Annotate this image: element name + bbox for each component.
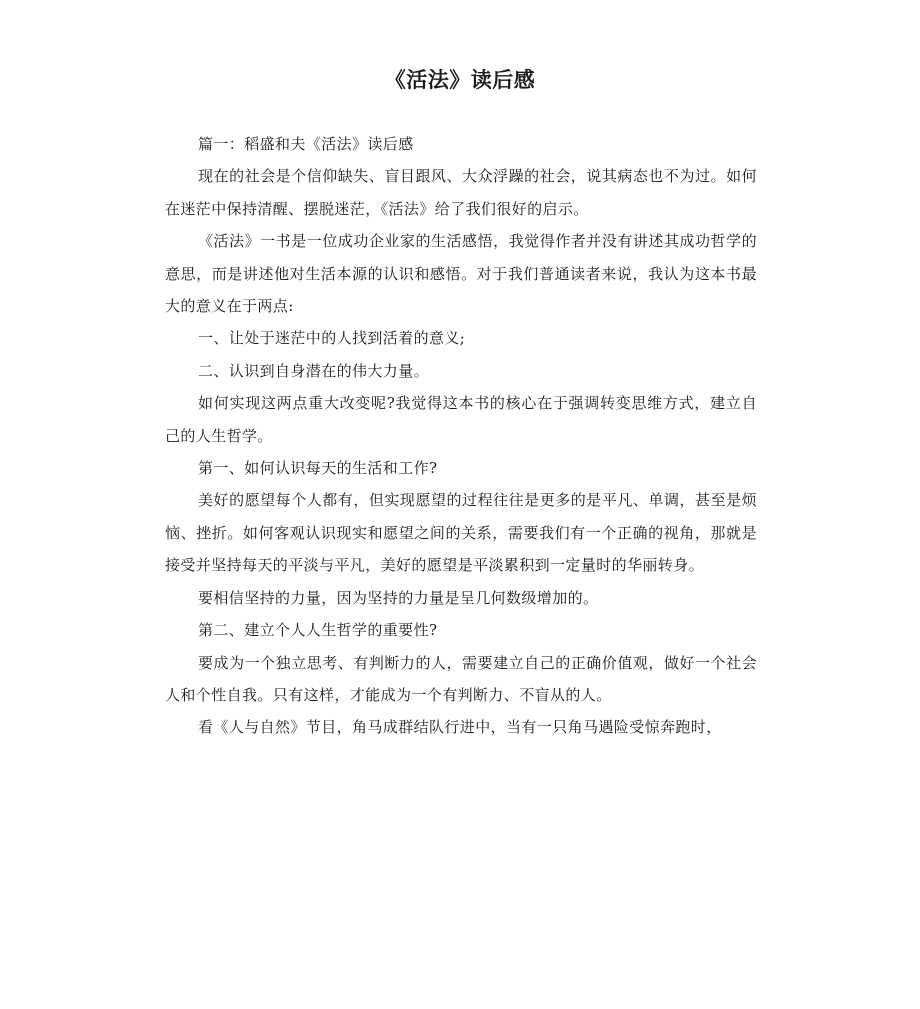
paragraph: 看《人与自然》节目，角马成群结队行进中，当有一只角马遇险受惊奔跑时， — [198, 718, 722, 737]
paragraph: 《活法》一书是一位成功企业家的生活感悟，我觉得作者并没有讲述其成功哲学的意思，而是讲述他对生活本源的认识和感悟。对于我们普通读者来说，我认为这本书最大的意义在于两点: — [165, 232, 757, 316]
paragraph: 要相信坚持的力量，因为坚持的力量是呈几何数级增加的。 — [198, 588, 599, 607]
paragraph: 要成为一个独立思考、有判断力的人，需要建立自己的正确价值观，做好一个社会人和个性自我。只有这样，才能成为一个有判断力、不盲从的人。 — [165, 653, 757, 704]
paragraph: 二、认识到自身潜在的伟大力量。 — [198, 361, 430, 380]
document-title: 《活法》读后感 — [384, 68, 536, 92]
paragraph: 现在的社会是个信仰缺失、盲目跟风、大众浮躁的社会，说其病态也不为过。如何在迷茫中保持清醒、摆脱迷茫，《活法》给了我们很好的启示。 — [165, 167, 757, 218]
paragraph: 美好的愿望每个人都有，但实现愿望的过程往往是更多的是平凡、单调，甚至是烦恼、挫折。如何客观认识现实和愿望之间的关系，需要我们有一个正确的视角，那就是接受并坚持每天的平淡与平凡，美好的愿望是平淡累积到一定量时的华丽转身。 — [165, 491, 757, 575]
document-body — [165, 128, 757, 744]
paragraph-subtitle: 篇一：稻盛和夫《活法》读后感 — [198, 135, 414, 153]
paragraph-heading: 第二、建立个人人生哲学的重要性? — [198, 621, 438, 640]
paragraph: 如何实现这两点重大改变呢?我觉得这本书的核心在于强调转变思维方式，建立自己的人生哲学。 — [165, 394, 757, 445]
paragraph: 一、让处于迷茫中的人找到活着的意义; — [198, 329, 466, 348]
paragraph-heading: 第一、如何认识每天的生活和工作? — [198, 459, 438, 478]
